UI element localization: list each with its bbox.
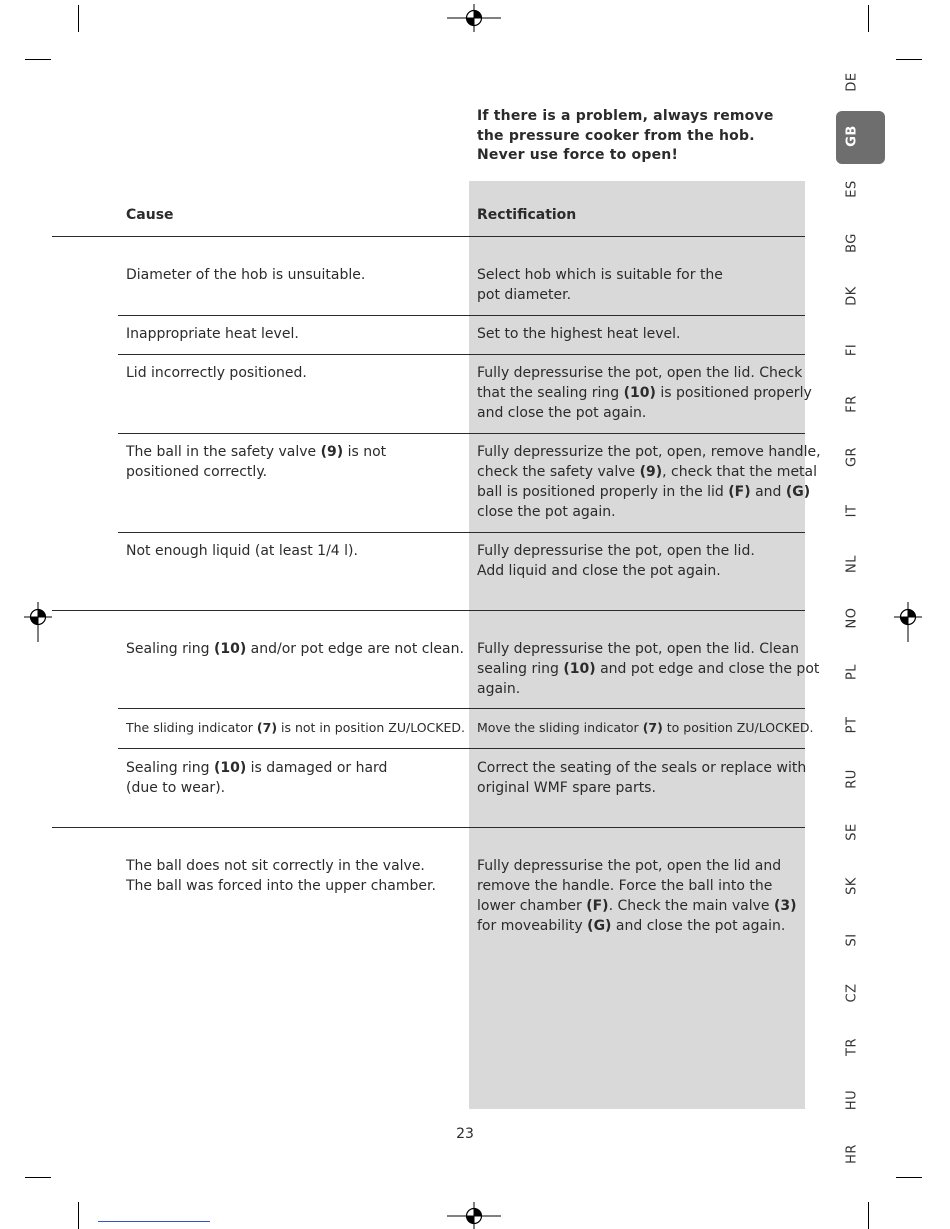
cell-line: Correct the seating of the seals or replace with bbox=[477, 760, 807, 776]
crop-mark bbox=[25, 59, 51, 60]
language-tab-label: DE bbox=[844, 72, 860, 92]
crop-mark bbox=[78, 5, 79, 32]
cell-line: check the safety valve (9), check that the metal bbox=[477, 464, 818, 480]
language-tab-label: DK bbox=[844, 286, 860, 306]
registration-mark-icon bbox=[894, 602, 922, 642]
registration-mark-icon bbox=[24, 602, 52, 642]
cause-cell bbox=[126, 639, 464, 659]
language-tab-label: SI bbox=[844, 933, 860, 947]
cell-line: lower chamber (F). Check the main valve (3) bbox=[477, 898, 797, 914]
cell-line: The ball does not sit correctly in the valve. bbox=[126, 858, 425, 874]
warning-line: the pressure cooker from the hob. bbox=[477, 127, 755, 144]
language-tab-label: SK bbox=[844, 877, 860, 895]
cell-line: Lid incorrectly positioned. bbox=[126, 365, 307, 381]
language-tab-label: ES bbox=[844, 180, 860, 198]
cause-cell bbox=[126, 541, 358, 561]
language-tab-label: NL bbox=[844, 555, 860, 573]
rectification-cell bbox=[477, 639, 819, 699]
language-tab-label: SE bbox=[844, 823, 860, 841]
language-tab-label: FI bbox=[844, 343, 860, 357]
rectification-cell bbox=[477, 442, 821, 522]
cell-line: and close the pot again. bbox=[477, 405, 647, 421]
language-tab-label: BG bbox=[844, 233, 860, 253]
active-language-tab[interactable] bbox=[836, 111, 885, 164]
language-tab-label: GR bbox=[844, 446, 860, 468]
cell-line: that the sealing ring (10) is positioned properly bbox=[477, 385, 812, 401]
cell-line: Sealing ring (10) and/or pot edge are not clean. bbox=[126, 641, 464, 657]
language-tab-label: CZ bbox=[844, 983, 860, 1003]
cell-line: remove the handle. Force the ball into the bbox=[477, 878, 773, 894]
warning-line: Never use force to open! bbox=[477, 147, 679, 163]
divider bbox=[118, 315, 805, 316]
divider bbox=[118, 708, 805, 709]
crop-mark bbox=[896, 59, 922, 60]
language-tab-label: PT bbox=[844, 716, 860, 734]
cause-cell bbox=[126, 363, 307, 383]
rectification-cell bbox=[477, 324, 681, 344]
cell-line: Select hob which is suitable for the bbox=[477, 267, 723, 283]
divider bbox=[118, 532, 805, 533]
cause-cell bbox=[126, 758, 387, 798]
rectification-cell bbox=[477, 856, 797, 936]
crop-mark bbox=[78, 1202, 79, 1229]
cell-line: Diameter of the hob is unsuitable. bbox=[126, 267, 366, 283]
cause-cell bbox=[126, 265, 365, 285]
warning-line: If there is a problem, always remove bbox=[477, 108, 774, 124]
language-tab-label: GB bbox=[844, 125, 860, 147]
cell-line: Fully depressurise the pot, open the lid and bbox=[477, 858, 782, 874]
cell-line: Sealing ring (10) is damaged or hard bbox=[126, 760, 388, 776]
crop-mark bbox=[868, 5, 869, 32]
cause-cell bbox=[126, 856, 436, 896]
page-number: 23 bbox=[456, 1126, 474, 1142]
registration-mark-icon bbox=[447, 0, 501, 36]
cell-line: pot diameter. bbox=[477, 287, 572, 303]
divider bbox=[52, 827, 805, 828]
cell-line: Add liquid and close the pot again. bbox=[477, 563, 721, 579]
language-tab-label: PL bbox=[844, 663, 860, 681]
rectification-cell bbox=[477, 265, 723, 305]
cell-line: again. bbox=[477, 681, 521, 697]
cell-line: sealing ring (10) and pot edge and close the pot bbox=[477, 661, 820, 677]
divider bbox=[52, 610, 805, 611]
rectification-cell bbox=[477, 718, 814, 738]
language-tab-label: NO bbox=[844, 607, 860, 629]
divider bbox=[118, 433, 805, 434]
cause-header: Cause bbox=[126, 207, 174, 223]
crop-mark bbox=[896, 1177, 922, 1178]
divider bbox=[118, 748, 805, 749]
warning-notice bbox=[477, 107, 797, 166]
cell-line: The sliding indicator (7) is not in position ZU/LOCKED. bbox=[126, 720, 465, 735]
rectification-cell bbox=[477, 758, 806, 798]
cell-line: original WMF spare parts. bbox=[477, 780, 656, 796]
language-tab-label: RU bbox=[844, 769, 860, 789]
registration-mark-icon bbox=[447, 1197, 501, 1229]
rectification-cell bbox=[477, 363, 812, 423]
cell-line: ball is positioned properly in the lid (F) and (G) bbox=[477, 484, 811, 500]
language-tab-label: FR bbox=[844, 395, 860, 413]
cell-line: The ball in the safety valve (9) is not bbox=[126, 444, 387, 460]
cell-line: for moveability (G) and close the pot again. bbox=[477, 918, 786, 934]
language-tab-label: TR bbox=[844, 1038, 860, 1056]
cell-line: Not enough liquid (at least 1/4 l). bbox=[126, 543, 358, 559]
language-tab-label: HU bbox=[844, 1089, 860, 1111]
language-tab-label: IT bbox=[844, 504, 860, 518]
cell-line: Fully depressurise the pot, open the lid. Clean bbox=[477, 641, 799, 657]
cell-line: (due to wear). bbox=[126, 780, 226, 796]
divider bbox=[118, 354, 805, 355]
cell-line: positioned correctly. bbox=[126, 464, 268, 480]
language-tab-label: HR bbox=[844, 1144, 860, 1164]
rectification-header: Rectification bbox=[477, 207, 577, 223]
divider bbox=[52, 236, 805, 237]
crop-mark bbox=[868, 1202, 869, 1229]
cell-line: The ball was forced into the upper chamber. bbox=[126, 878, 436, 894]
cell-line: Move the sliding indicator (7) to position ZU/LOCKED. bbox=[477, 720, 814, 735]
link-underline bbox=[98, 1221, 210, 1222]
cause-cell bbox=[126, 718, 465, 738]
rectification-cell bbox=[477, 541, 755, 581]
cell-line: Inappropriate heat level. bbox=[126, 326, 299, 342]
cause-cell bbox=[126, 324, 299, 344]
cell-line: close the pot again. bbox=[477, 504, 616, 520]
cell-line: Fully depressurise the pot, open the lid. Check bbox=[477, 365, 803, 381]
crop-mark bbox=[25, 1177, 51, 1178]
cause-cell bbox=[126, 442, 386, 482]
cell-line: Set to the highest heat level. bbox=[477, 326, 681, 342]
cell-line: Fully depressurise the pot, open the lid. bbox=[477, 543, 755, 559]
cell-line: Fully depressurize the pot, open, remove handle, bbox=[477, 444, 821, 460]
